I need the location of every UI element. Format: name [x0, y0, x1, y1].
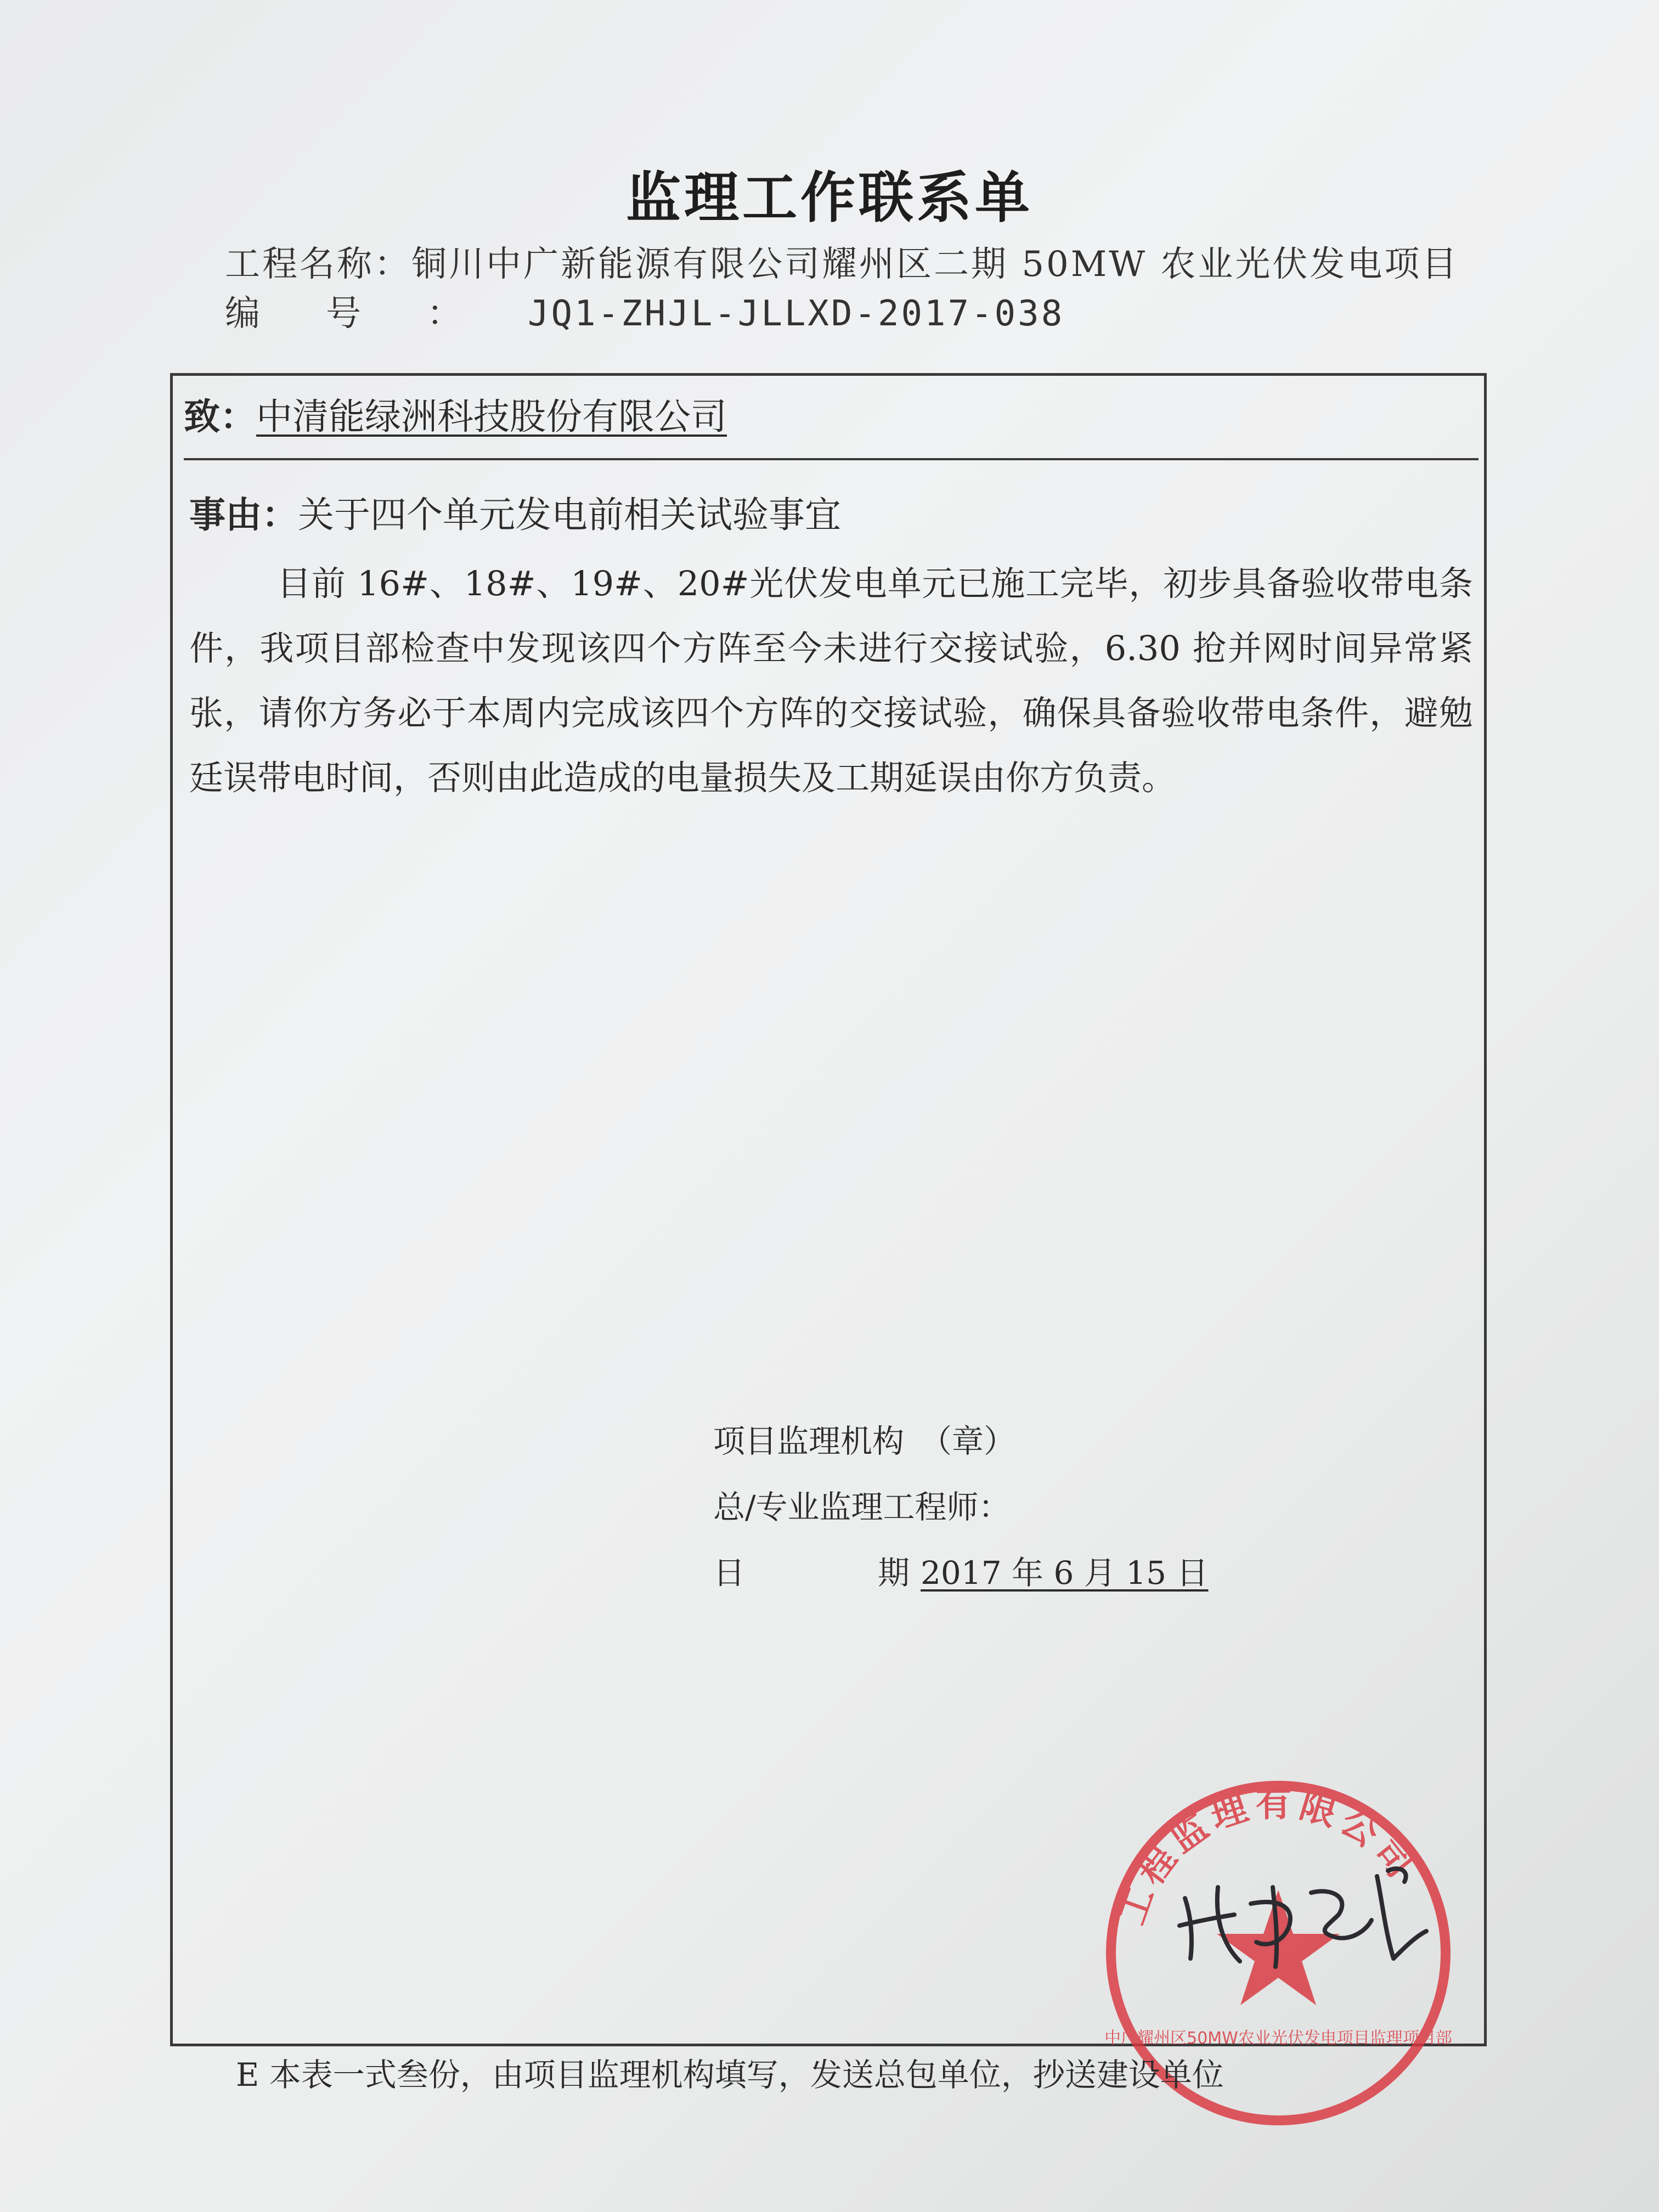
recipient-label: 致： — [184, 396, 256, 438]
seal-inner-text: 中广耀州区50MW农业光伏发电项目监理项目部 — [1104, 2029, 1452, 2048]
subject-label: 事由： — [189, 494, 298, 536]
engineer-label: 总/专业监理工程师： — [713, 1488, 1011, 1526]
date-label-a: 日 — [713, 1554, 746, 1592]
document-number-label: 编号： — [225, 294, 528, 334]
date-value: 2017 年 6 月 15 日 — [921, 1554, 1209, 1592]
subject-line — [189, 486, 841, 538]
handwritten-signature-icon — [1169, 1865, 1443, 1975]
project-name-line — [225, 236, 1459, 286]
recipient-line — [184, 376, 1479, 460]
date-label-b: 期 — [878, 1554, 910, 1592]
document-number-value: JQ1-ZHJL-JLLXD-2017-038 — [528, 294, 1065, 334]
subject-value: 关于四个单元发电前相关试验事宜 — [298, 494, 841, 536]
document-number-line — [225, 285, 1064, 336]
recipient-value: 中清能绿洲科技股份有限公司 — [256, 396, 727, 438]
supervision-org-label: 项目监理机构 （章） — [713, 1423, 1016, 1460]
footer-note: E 本表一式叁份，由项目监理机构填写，发送总包单位，抄送建设单位 — [236, 2056, 1224, 2094]
seal-ring-text: 工程监理有限公司 — [1110, 1782, 1425, 1930]
page-title: 监理工作联系单 — [626, 166, 1033, 230]
body-paragraph: 目前 16#、18#、19#、20#光伏发电单元已施工完毕，初步具备验收带电条件，我项目部检查中发现该四个方阵至今未进行交接试验，6.30 抢并网时间异常紧张，请你方务必于本周内完成该四个方阵的交接试验，确保具备验收带电条件，避勉廷误带电时间，否则由此造成的电量损失及工期延误由你方负责。 — [189, 563, 1473, 798]
project-name-value: 铜川中广新能源有限公司耀州区二期 50MW 农业光伏发电项目 — [411, 244, 1459, 285]
project-name-label: 工程名称： — [225, 244, 411, 285]
date-row — [713, 1547, 1209, 1593]
